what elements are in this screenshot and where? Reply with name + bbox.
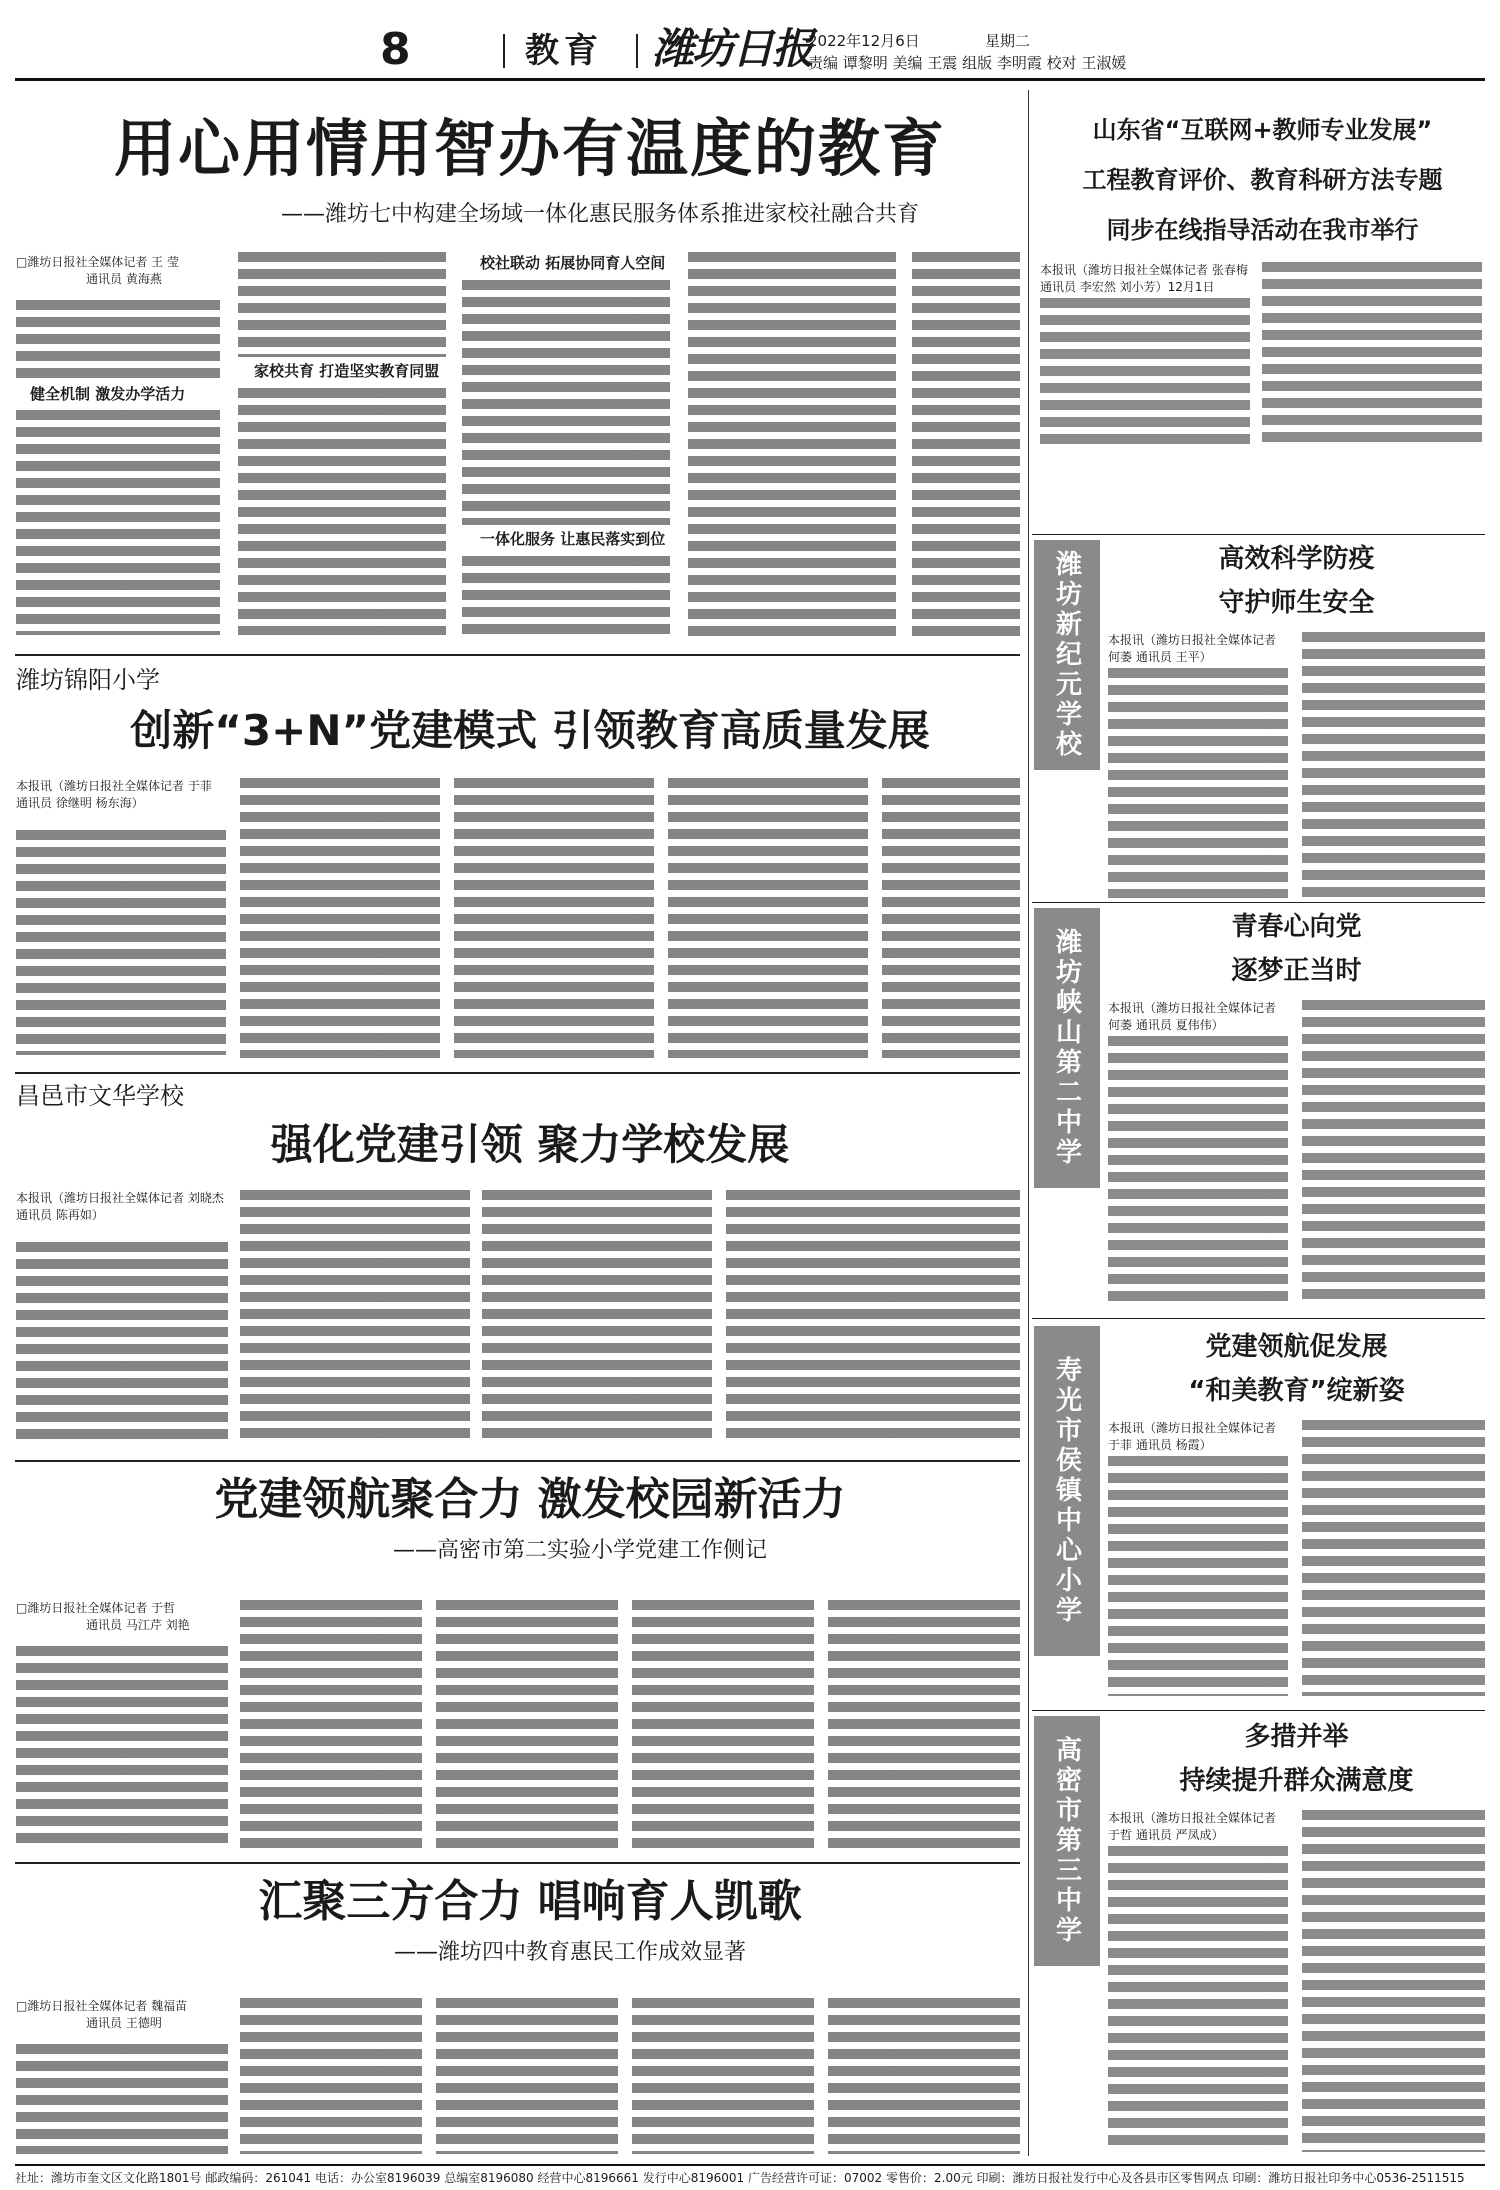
sidebar-top-title-3: 同步在线指导活动在我市举行 [1106,216,1419,244]
article-text [1108,1456,1288,1696]
article-text [482,1190,712,1445]
article-headline: 创新“3+N”党建模式 引领教育高质量发展 [130,706,930,755]
article-lead: 本报讯（潍坊日报社全媒体记者 于菲 通讯员 徐继明 杨东海） [16,779,212,810]
sidebar-lead: 本报讯（潍坊日报社全媒体记者 于哲 通讯员 严凤成） [1108,1811,1277,1842]
school-label: 寿光市侯镇中心小学 [1034,1326,1100,1656]
article-text [454,778,654,1058]
article-text [912,252,1020,637]
article-text [436,1998,618,2154]
article-text [240,1600,422,1848]
section-kicker: 一体化服务 让惠民落实到位 [480,530,666,548]
sidebar-top-title-1: 山东省“互联网+教师专业发展” [1092,116,1433,144]
article-text [828,1998,1020,2154]
school-name: 昌邑市文华学校 [16,1082,184,1110]
article-text [1302,632,1485,898]
header-separator [503,34,505,68]
article-text [688,252,896,637]
section-kicker: 健全机制 激发办学活力 [30,385,186,403]
article-headline: 党建领航聚合力 激发校园新活力 [214,1474,846,1525]
sidebar-headline-2: 逐梦正当时 [1231,956,1362,986]
school-label: 潍坊峡山第二中学 [1034,908,1100,1188]
article-subheadline: ——潍坊四中教育惠民工作成效显著 [393,1940,746,1965]
article-headline: 汇聚三方合力 唱响育人凯歌 [258,1876,802,1927]
article-text [16,1646,228,1846]
article-text [1302,1810,1485,2152]
section-name: 教育 [525,31,603,71]
article-text [238,252,446,357]
byline-correspondent: 通讯员 王德明 [86,2016,162,2030]
article-text [240,778,440,1058]
article-text [828,1600,1020,1848]
article-text [632,1600,814,1848]
sidebar-headline-1: 多措并举 [1244,1722,1349,1752]
byline-correspondent: 通讯员 马江芹 刘艳 [86,1618,190,1632]
article-text [240,1998,422,2154]
issue-weekday: 星期二 [985,32,1031,50]
byline-reporter: □潍坊日报社全媒体记者 于哲 [16,1601,176,1615]
article-byline [16,1998,228,2032]
article-divider [1032,1318,1485,1319]
article-text [16,300,220,380]
article-text [1108,668,1288,898]
sidebar-lead: 本报讯（潍坊日报社全媒体记者 何萎 通讯员 夏伟伟） [1108,1001,1277,1032]
article-divider [1032,902,1485,903]
article-text [16,2044,228,2154]
header-separator [636,34,638,68]
article-text [16,1242,228,1442]
article-divider [15,1862,1020,1864]
main-byline [16,254,226,288]
byline-reporter: □潍坊日报社全媒体记者 魏福苗 [16,1999,188,2013]
byline-reporter: □潍坊日报社全媒体记者 王 莹 [16,255,179,269]
school-label: 高密市第三中学 [1034,1716,1100,1966]
article-divider [1032,1710,1485,1711]
article-text [1108,1036,1288,1306]
sidebar-headline-2: “和美教育”绽新姿 [1188,1376,1405,1406]
article-text [1108,1846,1288,2152]
article-text [726,1190,1020,1445]
article-text [462,556,670,636]
sidebar-headline-2: 守护师生安全 [1218,588,1375,618]
article-text [16,410,220,635]
sidebar-top-title-2: 工程教育评价、教育科研方法专题 [1082,166,1443,194]
article-divider [15,654,1020,656]
article-text [632,1998,814,2154]
sidebar-headline-2: 持续提升群众满意度 [1179,1766,1414,1796]
school-name: 潍坊锦阳小学 [16,666,160,694]
issue-date: 2022年12月6日 [808,32,920,50]
article-subheadline: ——高密市第二实验小学党建工作侧记 [392,1538,767,1563]
article-text [1262,262,1482,448]
section-kicker: 校社联动 拓展协同育人空间 [480,254,666,272]
header-rule [15,78,1485,81]
article-text [882,778,1020,1058]
article-divider [1032,534,1485,535]
article-divider [15,1460,1020,1462]
article-text [1302,1000,1485,1306]
sidebar-headline-1: 高效科学防疫 [1218,544,1375,574]
article-text [1302,1420,1485,1696]
article-text [436,1600,618,1848]
sidebar-headline-1: 党建领航促发展 [1205,1332,1388,1362]
article-lead: 本报讯（潍坊日报社全媒体记者 刘晓杰 通讯员 陈再如） [16,1191,224,1222]
article-headline: 强化党建引领 聚力学校发展 [270,1120,790,1169]
article-text [668,778,868,1058]
byline-correspondent: 通讯员 黄海燕 [86,272,162,286]
article-text [240,1190,470,1445]
main-subheadline: ——潍坊七中构建全场域一体化惠民服务体系推进家校社融合共育 [280,202,919,227]
article-text [462,280,670,525]
page-number: 8 [380,24,411,75]
main-headline: 用心用情用智办有温度的教育 [113,112,946,185]
article-text [16,830,226,1055]
sidebar-lead: 本报讯（潍坊日报社全媒体记者 于菲 通讯员 杨霞） [1108,1421,1277,1452]
article-divider [15,1072,1020,1074]
article-text [1040,298,1250,448]
editorial-staff: 责编 谭黎明 美编 王震 组版 李明霞 校对 王淑媛 [808,54,1127,72]
footer-rule [15,2164,1485,2166]
footer-info: 社址：潍坊市奎文区文化路1801号 邮政编码：261041 电话：办公室8196039 总编室8196080 经营中心8196661 发行中心8196001 广告经营许可证：07002 零售价：2.00元 印刷：潍坊日报社发行中心及各县市区零售网点 印刷：潍坊日报社印务中心0536-2511515 [15,2171,1465,2185]
article-byline [16,1600,228,1634]
newspaper-logo: 潍坊日报 [652,24,813,73]
column-divider [1028,90,1029,2156]
sidebar-lead: 本报讯（潍坊日报社全媒体记者 何萎 通讯员 王平） [1108,633,1277,664]
article-text [238,388,446,635]
section-kicker: 家校共育 打造坚实教育同盟 [254,362,440,380]
sidebar-top-lead: 本报讯（潍坊日报社全媒体记者 张春梅 通讯员 李宏然 刘小芳）12月1日 [1040,263,1248,294]
sidebar-headline-1: 青春心向党 [1231,912,1362,942]
school-label: 潍坊新纪元学校 [1034,540,1100,770]
